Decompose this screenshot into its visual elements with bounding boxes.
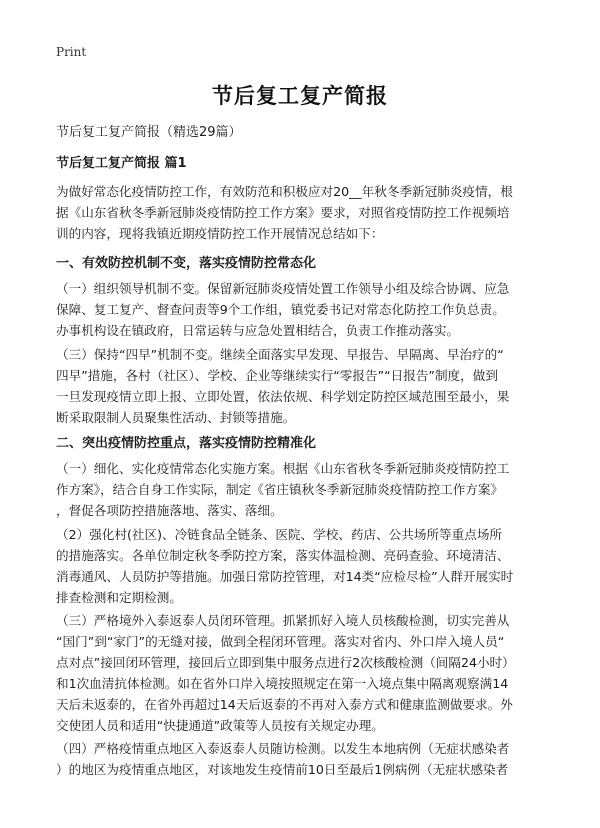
document-subtitle: 节后复工复产简报（精选29篇） xyxy=(56,125,242,140)
article-heading: 节后复工复产简报 篇1 xyxy=(56,156,187,171)
section1-paragraph-2 xyxy=(56,344,545,428)
paragraph-line: （四）严格疫情重点地区入泰返泰人员随访检测。以发生本地病例（无症状感染者 xyxy=(56,741,510,756)
paragraph-line: 据《山东省秋冬季新冠肺炎疫情防控工作方案》要求，对照省疫情防控工作视频培 xyxy=(56,205,510,220)
paragraph-line: 训的内容，现将我镇近期疫情防控工作开展情况总结如下： xyxy=(56,226,384,241)
paragraph-line: 保障、复工复产、督查问责等9个工作组，镇党委书记对常态化防控工作负总责。 xyxy=(56,302,505,317)
paragraph-line: “国门”到“家门”的无缝对接，做到全程闭环管理。落实对省内、外口岸入境人员“ xyxy=(56,634,505,649)
paragraph-line: 断采取限制人员聚集性活动、封锁等措施。 xyxy=(56,410,296,425)
paragraph-line: 四早”措施，各村（社区）、学校、企业等继续实行“零报告”“日报告”制度，做到 xyxy=(56,368,498,383)
paragraph-line: （三）保持“四早”机制不变。继续全面落实早发现、早报告、早隔离、早治疗的“ xyxy=(56,347,504,362)
paragraph-line: 一旦发现疫情立即上报、立即处置，依法依规、科学划定防控区域范围至最小，果 xyxy=(56,389,510,404)
paragraph-line: （2）强化村(社区)、冷链食品全链条、医院、学校、药店、公共场所等重点场所 xyxy=(56,527,503,542)
paragraph-line: （一）细化、实化疫情常态化实施方案。根据《山东省秋冬季新冠肺炎疫情防控工 xyxy=(56,461,510,476)
paragraph-line: 交使团人员和适用“快捷通道”政策等人员按有关规定办理。 xyxy=(56,718,384,733)
paragraph-line: ，督促各项防控措施落地、落实、落细。 xyxy=(56,503,283,518)
paragraph-line: ）的地区为疫情重点地区，对该地发生疫情前10日至最后1例病例（无症状感染者 xyxy=(56,762,509,777)
document-title: 节后复工复产简报 xyxy=(212,84,388,108)
section2-paragraph-3 xyxy=(56,610,545,736)
paragraph-line: 作方案》，结合自身工作实际，制定《省庄镇秋冬季新冠肺炎疫情防控工作方案》 xyxy=(56,482,504,497)
paragraph-line: 和1次血清抗体检测。如在省外口岸入境按照规定在第一入境点集中隔离观察满14 xyxy=(56,676,509,691)
paragraph-line: （一）组织领导机制不变。保留新冠肺炎疫情处置工作领导小组及综合协调、应急 xyxy=(56,281,510,296)
paragraph-line: 的措施落实。各单位制定秋冬季防控方案，落实体温检测、亮码查验、环境清洁、 xyxy=(56,548,510,563)
print-label: Print xyxy=(56,45,87,59)
paragraph-line: 天后未返泰的，在省外再超过14天后返泰的不再对入泰方式和健康监测做要求。外 xyxy=(56,697,513,712)
paragraph-line: 办事机构设在镇政府，日常运转与应急处置相结合，负责工作推动落实。 xyxy=(56,323,459,338)
paragraph-line: 为做好常态化疫情防控工作，有效防范和积极应对20__年秋冬季新冠肺炎疫情，根 xyxy=(56,184,513,199)
section-heading-1: 一、有效防控机制不变，落实疫情防控常态化 xyxy=(56,256,317,271)
paragraph-line: 排查检测和定期检测。 xyxy=(56,590,182,605)
intro-paragraph xyxy=(56,181,545,244)
paragraph-line: （三）严格境外入泰返泰人员闭环管理。抓紧抓好入境人员核酸检测，切实完善从 xyxy=(56,613,510,628)
section1-paragraph-1 xyxy=(56,278,545,341)
section-heading-2: 二、突出疫情防控重点，落实疫情防控精准化 xyxy=(56,436,317,451)
paragraph-line: 消毒通风、人员防护等措施。加强日常防控管理，对14类“应检尽检”人群开展实时 xyxy=(56,569,514,584)
section2-paragraph-4 xyxy=(56,738,545,780)
section2-paragraph-2 xyxy=(56,524,545,608)
paragraph-line: 点对点”接回闭环管理，接回后立即到集中服务点进行2次核酸检测（间隔24小时） xyxy=(56,655,515,670)
section2-paragraph-1 xyxy=(56,458,545,521)
